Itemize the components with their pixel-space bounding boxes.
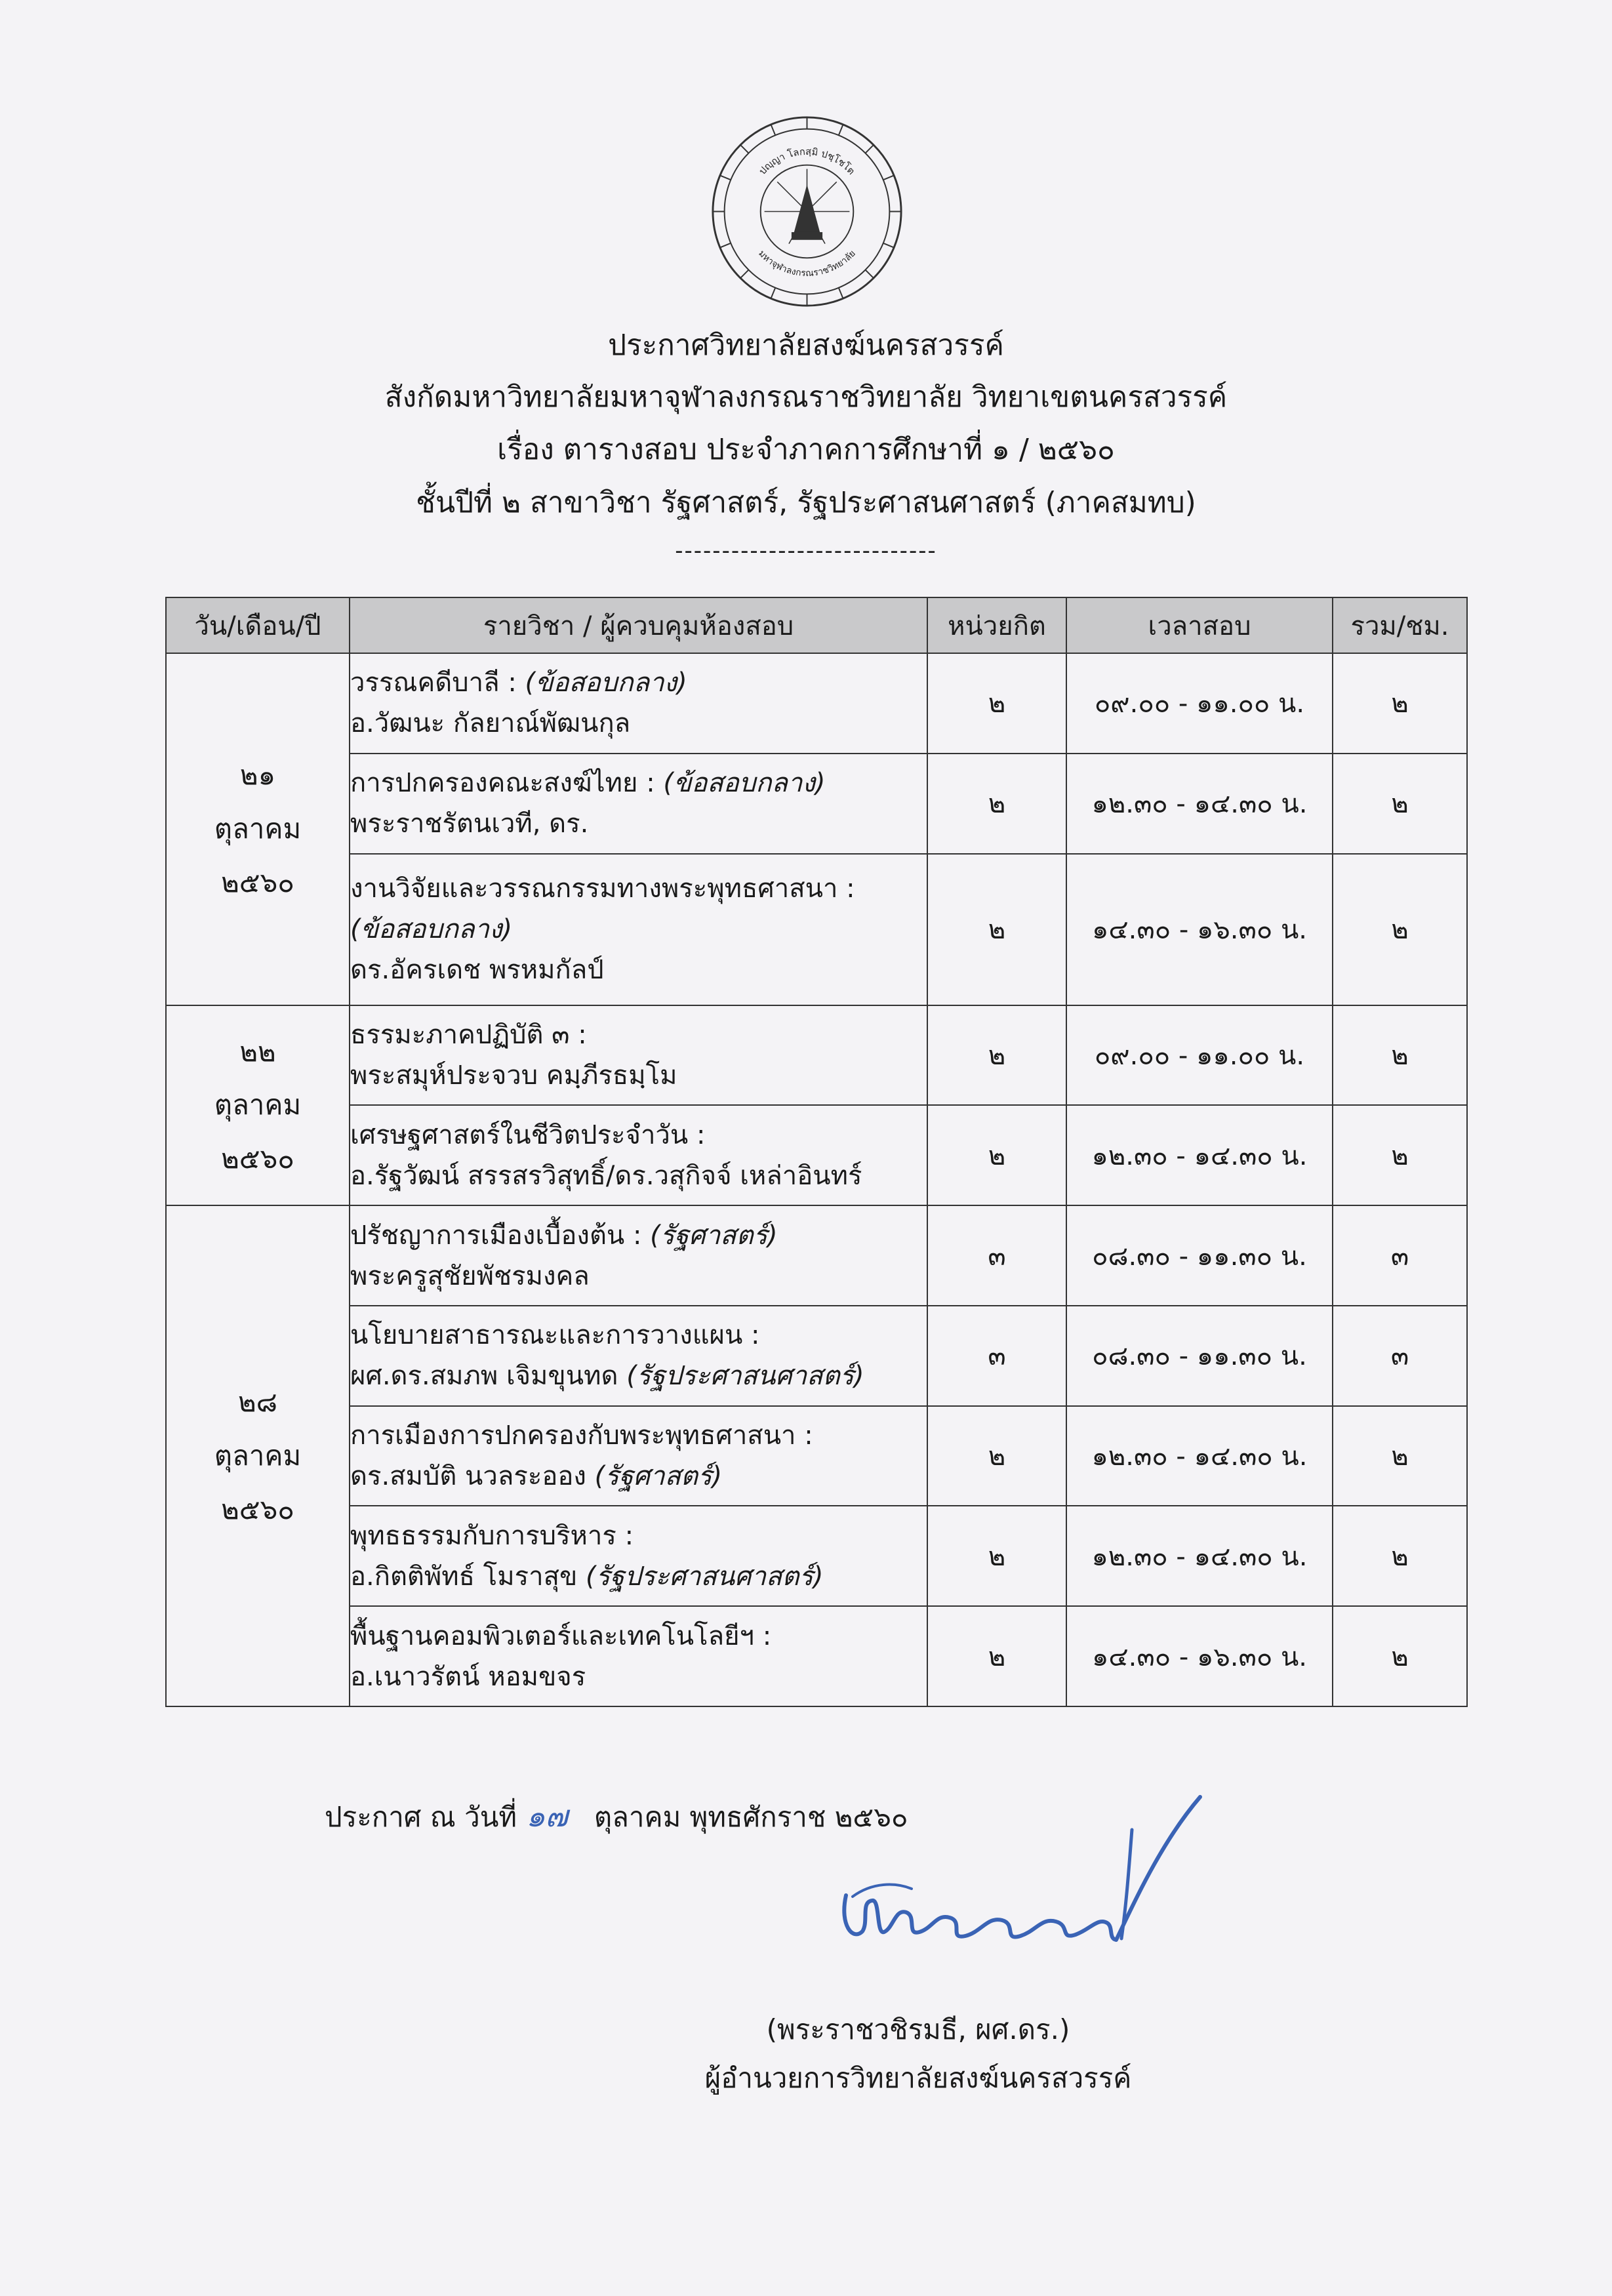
seal-text-top: ปญฺญา โลกสฺมิ ปชฺโชโต bbox=[757, 146, 857, 177]
credits-cell: ๓ bbox=[927, 1205, 1066, 1306]
signer-title: ผู้อำนวยการวิทยาลัยสงฆ์นครสวรรค์ bbox=[704, 2062, 1132, 2094]
date-cell bbox=[166, 1205, 350, 1706]
hours-cell: ๒ bbox=[1333, 1105, 1467, 1205]
table-row bbox=[166, 1205, 1467, 1306]
subject-cell bbox=[350, 1306, 927, 1406]
subject-cell bbox=[350, 1105, 927, 1205]
hours-cell: ๒ bbox=[1333, 754, 1467, 854]
announce-prefix: ประกาศ ณ วันที่ bbox=[325, 1801, 517, 1833]
hours-cell: ๒ bbox=[1333, 1406, 1467, 1506]
header-line-4: ชั้นปีที่ ๒ สาขาวิชา รัฐศาสตร์, รัฐประศาสนศาสตร์ (ภาคสมทบ) bbox=[416, 486, 1196, 519]
subject-cell bbox=[350, 1406, 927, 1506]
header-line-1: ประกาศวิทยาลัยสงฆ์นครสวรรค์ bbox=[608, 329, 1004, 362]
subject-name: การเมืองการปกครองกับพระพุทธศาสนา : bbox=[350, 1420, 813, 1451]
header-date: วัน/เดือน/ปี bbox=[166, 597, 350, 653]
subject-name: นโยบายสาธารณะและการวางแผน : bbox=[350, 1320, 760, 1351]
proctor-name: อ.เนาวรัตน์ หอมขจร bbox=[350, 1661, 586, 1692]
date-cell bbox=[166, 653, 350, 1005]
subject-tag: (รัฐศาสตร์) bbox=[650, 1220, 778, 1251]
hours-cell: ๒ bbox=[1333, 653, 1467, 754]
table-row bbox=[166, 1105, 1467, 1205]
credits-cell: ๒ bbox=[927, 1606, 1066, 1706]
subject-cell bbox=[350, 854, 927, 1005]
date-day: ๒๘ bbox=[237, 1386, 278, 1419]
subject-cell bbox=[350, 653, 927, 754]
time-cell: ๑๒.๓๐ - ๑๔.๓๐ น. bbox=[1066, 1406, 1333, 1506]
credits-cell: ๒ bbox=[927, 754, 1066, 854]
college-seal-logo bbox=[710, 115, 904, 308]
subject-tag: (ข้อสอบกลาง) bbox=[663, 768, 826, 799]
table-row bbox=[166, 1606, 1467, 1706]
table-row bbox=[166, 1005, 1467, 1106]
director-signature bbox=[833, 1784, 1213, 1994]
proctor-tag: (รัฐประศาสนศาสตร์) bbox=[586, 1561, 824, 1592]
table-row bbox=[166, 1506, 1467, 1606]
date-year: ๒๕๖๐ bbox=[221, 866, 294, 899]
header-subject: รายวิชา / ผู้ควบคุมห้องสอบ bbox=[350, 597, 927, 653]
date-day: ๒๑ bbox=[239, 759, 276, 792]
hours-cell: ๓ bbox=[1333, 1306, 1467, 1406]
hours-cell: ๒ bbox=[1333, 854, 1467, 1005]
hours-cell: ๓ bbox=[1333, 1205, 1467, 1306]
time-cell: ๑๔.๓๐ - ๑๖.๓๐ น. bbox=[1066, 854, 1333, 1005]
header-credits: หน่วยกิต bbox=[927, 597, 1066, 653]
header-line-3: เรื่อง ตารางสอบ ประจำภาคการศึกษาที่ ๑ / ๒๕๖๐ bbox=[497, 433, 1115, 466]
subject-name: ธรรมะภาคปฏิบัติ ๓ : bbox=[350, 1020, 587, 1051]
date-year: ๒๕๖๐ bbox=[221, 1142, 294, 1175]
time-cell: ๐๘.๓๐ - ๑๑.๓๐ น. bbox=[1066, 1205, 1333, 1306]
credits-cell: ๒ bbox=[927, 1005, 1066, 1106]
announce-suffix: ตุลาคม พุทธศักราช ๒๕๖๐ bbox=[594, 1801, 908, 1833]
proctor-tag: (รัฐศาสตร์) bbox=[594, 1461, 723, 1492]
header-divider: ---------------------------- bbox=[675, 538, 937, 564]
hours-cell: ๒ bbox=[1333, 1005, 1467, 1106]
proctor-name: อ.กิตติพัทธ์ โมราสุข bbox=[350, 1561, 578, 1592]
credits-cell: ๒ bbox=[927, 653, 1066, 754]
table-row bbox=[166, 653, 1467, 754]
time-cell: ๑๒.๓๐ - ๑๔.๓๐ น. bbox=[1066, 1506, 1333, 1606]
proctor-name: ดร.สมบัติ นวลระออง bbox=[350, 1461, 586, 1492]
date-month: ตุลาคม bbox=[214, 1089, 302, 1121]
table-header-row bbox=[166, 597, 1467, 653]
signer-name: (พระราชวชิรมธี, ผศ.ดร.) bbox=[766, 2013, 1070, 2045]
time-cell: ๑๒.๓๐ - ๑๔.๓๐ น. bbox=[1066, 754, 1333, 854]
subject-name: พื้นฐานคอมพิวเตอร์และเทคโนโลยีฯ : bbox=[350, 1621, 772, 1651]
subject-tag: (ข้อสอบกลาง) bbox=[350, 914, 513, 945]
header-line-2: สังกัดมหาวิทยาลัยมหาจุฬาลงกรณราชวิทยาลัย วิทยาเขตนครสวรรค์ bbox=[384, 380, 1228, 414]
proctor-name: ดร.อัครเดช พรหมกัลป์ bbox=[350, 955, 604, 986]
table-row bbox=[166, 1406, 1467, 1506]
header-time: เวลาสอบ bbox=[1066, 597, 1333, 653]
exam-schedule-table bbox=[165, 597, 1468, 1707]
credits-cell: ๒ bbox=[927, 854, 1066, 1005]
time-cell: ๐๙.๐๐ - ๑๑.๐๐ น. bbox=[1066, 1005, 1333, 1106]
subject-cell bbox=[350, 1606, 927, 1706]
subject-name: วรรณคดีบาลี : bbox=[350, 668, 517, 698]
date-day: ๒๒ bbox=[239, 1035, 276, 1068]
time-cell: ๑๔.๓๐ - ๑๖.๓๐ น. bbox=[1066, 1606, 1333, 1706]
header-hours: รวม/ชม. bbox=[1333, 597, 1467, 653]
seal-text-bottom: มหาจุฬาลงกรณราชวิทยาลัย bbox=[756, 248, 858, 279]
subject-name: ปรัชญาการเมืองเบื้องต้น : bbox=[350, 1220, 642, 1251]
subject-name: งานวิจัยและวรรณกรรมทางพระพุทธศาสนา : bbox=[350, 874, 855, 904]
subject-tag: (ข้อสอบกลาง) bbox=[525, 668, 687, 698]
proctor-name: อ.วัฒนะ กัลยาณ์พัฒนกุล bbox=[350, 708, 631, 739]
proctor-tag: (รัฐประศาสนศาสตร์) bbox=[626, 1361, 864, 1392]
credits-cell: ๒ bbox=[927, 1105, 1066, 1205]
time-cell: ๐๘.๓๐ - ๑๑.๓๐ น. bbox=[1066, 1306, 1333, 1406]
proctor-name: พระสมุห์ประจวบ คมฺภีรธมฺโม bbox=[350, 1060, 677, 1091]
credits-cell: ๒ bbox=[927, 1406, 1066, 1506]
announcement-date bbox=[325, 1792, 908, 1840]
date-month: ตุลาคม bbox=[214, 1440, 302, 1472]
proctor-name: ผศ.ดร.สมภพ เจิมขุนทด bbox=[350, 1361, 618, 1392]
date-year: ๒๕๖๐ bbox=[221, 1493, 294, 1526]
time-cell: ๑๒.๓๐ - ๑๔.๓๐ น. bbox=[1066, 1105, 1333, 1205]
proctor-name: พระราชรัตนเวที, ดร. bbox=[350, 809, 589, 839]
subject-cell bbox=[350, 754, 927, 854]
table-row bbox=[166, 854, 1467, 1005]
table-row bbox=[166, 754, 1467, 854]
credits-cell: ๒ bbox=[927, 1506, 1066, 1606]
proctor-name: อ.รัฐวัฒน์ สรรสรวิสุทธิ์/ดร.วสุกิจจ์ เหล่าอินทร์ bbox=[350, 1160, 862, 1191]
subject-cell bbox=[350, 1506, 927, 1606]
hours-cell: ๒ bbox=[1333, 1606, 1467, 1706]
credits-cell: ๓ bbox=[927, 1306, 1066, 1406]
table-row bbox=[166, 1306, 1467, 1406]
subject-cell bbox=[350, 1005, 927, 1106]
subject-cell bbox=[350, 1205, 927, 1306]
time-cell: ๐๙.๐๐ - ๑๑.๐๐ น. bbox=[1066, 653, 1333, 754]
proctor-name: พระครูสุชัยพัชรมงคล bbox=[350, 1260, 590, 1291]
date-cell bbox=[166, 1005, 350, 1206]
subject-name: การปกครองคณะสงฆ์ไทย : bbox=[350, 768, 655, 799]
subject-name: พุทธธรรมกับการบริหาร : bbox=[350, 1520, 634, 1551]
hours-cell: ๒ bbox=[1333, 1506, 1467, 1606]
date-month: ตุลาคม bbox=[214, 813, 302, 845]
subject-name: เศรษฐศาสตร์ในชีวิตประจำวัน : bbox=[350, 1119, 706, 1150]
announce-day-handwritten: ๑๗ bbox=[526, 1798, 568, 1834]
